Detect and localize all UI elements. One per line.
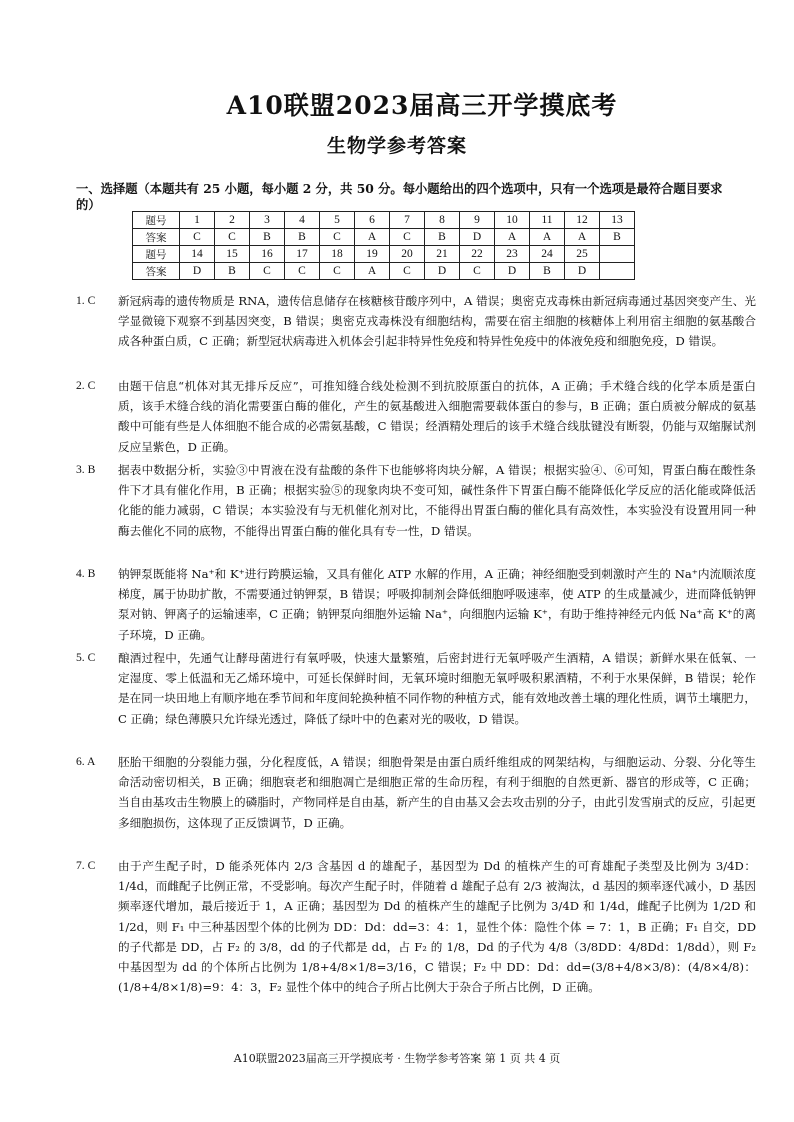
table-cell <box>600 263 635 280</box>
table-cell: 12 <box>565 212 600 229</box>
table-cell: 5 <box>320 212 355 229</box>
table-cell: D <box>460 229 495 246</box>
table-cell: C <box>320 263 355 280</box>
table-row <box>133 212 635 229</box>
table-cell: 2 <box>215 212 250 229</box>
table-cell: D <box>565 263 600 280</box>
question-explanation: 由于产生配子时，D 能杀死体内 2/3 含基因 d 的雄配子，基因型为 Dd 的植株产生的可育雄配子类型及比例为 3/4D：1/4d，而雌配子比例正常，不受影响。每次产生配子时，伴随着 d 雄配子总有 2/3 被淘汰，d 基因的频率逐代减小，D 基因频率逐代增加，最后接近于 1，A 正确；基因型为 Dd 的植株产生的雄配子比例为 3/4D 和 1/4d，雌配子比例为 1/2D 和 1/2d，则 F₁ 中三种基因型个体的比例为 DD：Dd：dd=3：4：1，显性个体：隐性个体 = 7：1，B 正确；F₁ 自交，DD 的子代都是 DD，占 F₂ 的 3/8，dd 的子代都是 dd，占 F₂ 的 1/8，Dd 的子代为 4/8（3/8DD：4/8Dd：1/8dd），则 F₂ 中基因型为 dd 的个体所占比例为 1/8+4/8×1/8=3/16，C 错误；F₂ 中 DD：Dd：dd=(3/8+4/8×3/8)：(4/8×4/8)：(1/8+4/8×1/8)=9：4：3，F₂ 显性个体中的纯合子所占比例大于杂合子所占比例，D 正确。 <box>118 859 756 995</box>
table-cell: 13 <box>600 212 635 229</box>
table-row <box>133 246 635 263</box>
table-cell: 20 <box>390 246 425 263</box>
question-explanation: 新冠病毒的遗传物质是 RNA，遗传信息储存在核糖核苷酸序列中，A 错误；奥密克戎毒株由新冠病毒通过基因突变产生、光学显微镜下观察不到基因突变，B 错误；奥密克戎毒株没有细胞结构，需要在宿主细胞的核糖体上利用宿主细胞的氨基酸合成各种蛋白质，C 正确；新型冠状病毒进入机体会引起非特异性免疫和特异性免疫中的体液免疫和细胞免疫，D 错误。 <box>118 294 756 349</box>
table-cell: B <box>600 229 635 246</box>
table-cell: 10 <box>495 212 530 229</box>
table-cell: 18 <box>320 246 355 263</box>
table-cell: 7 <box>390 212 425 229</box>
row-label: 答案 <box>133 229 180 246</box>
question-number: 7. C <box>76 859 96 872</box>
table-cell: D <box>180 263 215 280</box>
question-explanation: 由题干信息“机体对其无排斥反应”，可推知缝合线处检测不到抗胶原蛋白的抗体，A 正确；手术缝合线的化学本质是蛋白质，该手术缝合线的消化需要蛋白酶的催化，产生的氨基酸进入细胞需要载体蛋白的参与，B 正确；蛋白质被分解成的氨基酸中可能有些是人体细胞不能合成的必需氨基酸，C 错误；经酒精处理后的该手术缝合线肽键没有断裂，仍能与双缩脲试剂反应呈紫色，D 正确。 <box>118 379 756 454</box>
question-explanation: 酿酒过程中，先通气让酵母菌进行有氧呼吸，快速大量繁殖，后密封进行无氧呼吸产生酒精，A 错误；新鲜水果在低氧、一定湿度、零上低温和无乙烯环境中，可延长保鲜时间，无氧环境时细胞无氧呼吸积累酒精，不利于水果保鲜，B 错误；轮作是在同一块田地上有顺序地在季节间和年度间轮换种植不同作物的种植方式，能有效地改善土壤的理化性质，调节土壤肥力，C 正确；绿色薄膜只允许绿光透过，降低了绿叶中的色素对光的吸收，D 错误。 <box>118 651 756 726</box>
question-number: 3. B <box>76 463 96 476</box>
table-row <box>133 263 635 280</box>
page-subtitle: 生物学参考答案 <box>326 135 467 157</box>
row-label: 题号 <box>133 246 180 263</box>
question-item <box>76 856 756 997</box>
table-cell: C <box>250 263 285 280</box>
table-cell: C <box>390 263 425 280</box>
question-number: 2. C <box>76 379 96 392</box>
question-explanation: 据表中数据分析，实验③中胃液在没有盐酸的条件下也能够将肉块分解，A 错误；根据实验④、⑥可知，胃蛋白酶在酸性条件下才具有催化作用，B 正确；根据实验⑤的现象肉块不变可知，碱性条件下胃蛋白酶不能降低化学反应的活化能或降低活化能的能力减弱，C 错误；本实验没有与无机催化剂对比，不能得出胃蛋白酶的催化具有高效性，本实验没有设置用同一种酶去催化不同的底物，不能得出胃蛋白酶的催化具有专一性，D 错误。 <box>118 463 756 538</box>
table-cell: C <box>285 263 320 280</box>
question-item <box>76 564 756 645</box>
answer-table <box>132 211 635 280</box>
question-explanation: 钠钾泵既能将 Na⁺和 K⁺进行跨膜运输，又具有催化 ATP 水解的作用，A 正确；神经细胞受到刺激时产生的 Na⁺内流顺浓度梯度，属于协助扩散，不需要通过钠钾泵，B 错误；呼吸抑制剂会降低细胞呼吸速率，使 ATP 的生成量减少，进而降低钠钾泵对钠、钾离子的运输速率，C 正确；钠钾泵向细胞外运输 Na⁺，向细胞内运输 K⁺，有助于维持神经元内低 Na⁺高 K⁺的离子环境，D 正确。 <box>118 567 756 642</box>
table-cell: 8 <box>425 212 460 229</box>
section-heading: 一、选择题（本题共有 25 小题，每小题 2 分，共 50 分。每小题给出的四个选项中，只有一个选项是最符合题目要求的） <box>76 181 723 212</box>
question-number: 5. C <box>76 651 96 664</box>
table-cell: 6 <box>355 212 390 229</box>
table-cell: 19 <box>355 246 390 263</box>
table-cell: C <box>390 229 425 246</box>
table-cell: B <box>285 229 320 246</box>
table-cell: A <box>530 229 565 246</box>
table-cell: 15 <box>215 246 250 263</box>
question-item <box>76 376 756 457</box>
table-cell: 16 <box>250 246 285 263</box>
table-cell: 24 <box>530 246 565 263</box>
table-cell: D <box>495 263 530 280</box>
question-item <box>76 460 756 541</box>
row-label: 答案 <box>133 263 180 280</box>
question-number: 6. A <box>76 755 96 768</box>
table-cell: 9 <box>460 212 495 229</box>
question-number: 4. B <box>76 567 96 580</box>
table-cell: C <box>320 229 355 246</box>
page-footer: A10联盟2023届高三开学摸底考 · 生物学参考答案 第 1 页 共 4 页 <box>233 1052 561 1065</box>
table-cell: D <box>425 263 460 280</box>
table-cell: B <box>250 229 285 246</box>
table-cell: 1 <box>180 212 215 229</box>
table-cell: B <box>530 263 565 280</box>
table-cell: C <box>460 263 495 280</box>
table-cell: 14 <box>180 246 215 263</box>
table-cell: A <box>495 229 530 246</box>
question-item <box>76 291 756 352</box>
table-cell: 22 <box>460 246 495 263</box>
table-cell: A <box>355 229 390 246</box>
table-cell: 25 <box>565 246 600 263</box>
question-item <box>76 752 756 833</box>
table-row <box>133 229 635 246</box>
question-item <box>76 648 756 729</box>
table-cell: B <box>215 263 250 280</box>
table-cell: A <box>565 229 600 246</box>
table-cell: C <box>180 229 215 246</box>
question-explanation: 胚胎干细胞的分裂能力强，分化程度低，A 错误；细胞骨架是由蛋白质纤维组成的网架结构，与细胞运动、分裂、分化等生命活动密切相关，B 正确；细胞衰老和细胞凋亡是细胞正常的生命历程，有利于细胞的自然更新、器官的形成等，C 正确；当自由基攻击生物膜上的磷脂时，产物同样是自由基，新产生的自由基又会去攻击别的分子，由此引发雪崩式的反应，引起更多细胞损伤，这体现了正反馈调节，D 正确。 <box>118 755 756 830</box>
table-cell <box>600 246 635 263</box>
table-cell: 3 <box>250 212 285 229</box>
table-cell: C <box>215 229 250 246</box>
table-cell: 4 <box>285 212 320 229</box>
row-label: 题号 <box>133 212 180 229</box>
table-cell: A <box>355 263 390 280</box>
table-cell: 11 <box>530 212 565 229</box>
table-cell: 23 <box>495 246 530 263</box>
table-cell: 17 <box>285 246 320 263</box>
page-title: A10联盟2023届高三开学摸底考 <box>226 91 618 120</box>
table-cell: B <box>425 229 460 246</box>
table-cell: 21 <box>425 246 460 263</box>
question-number: 1. C <box>76 294 96 307</box>
